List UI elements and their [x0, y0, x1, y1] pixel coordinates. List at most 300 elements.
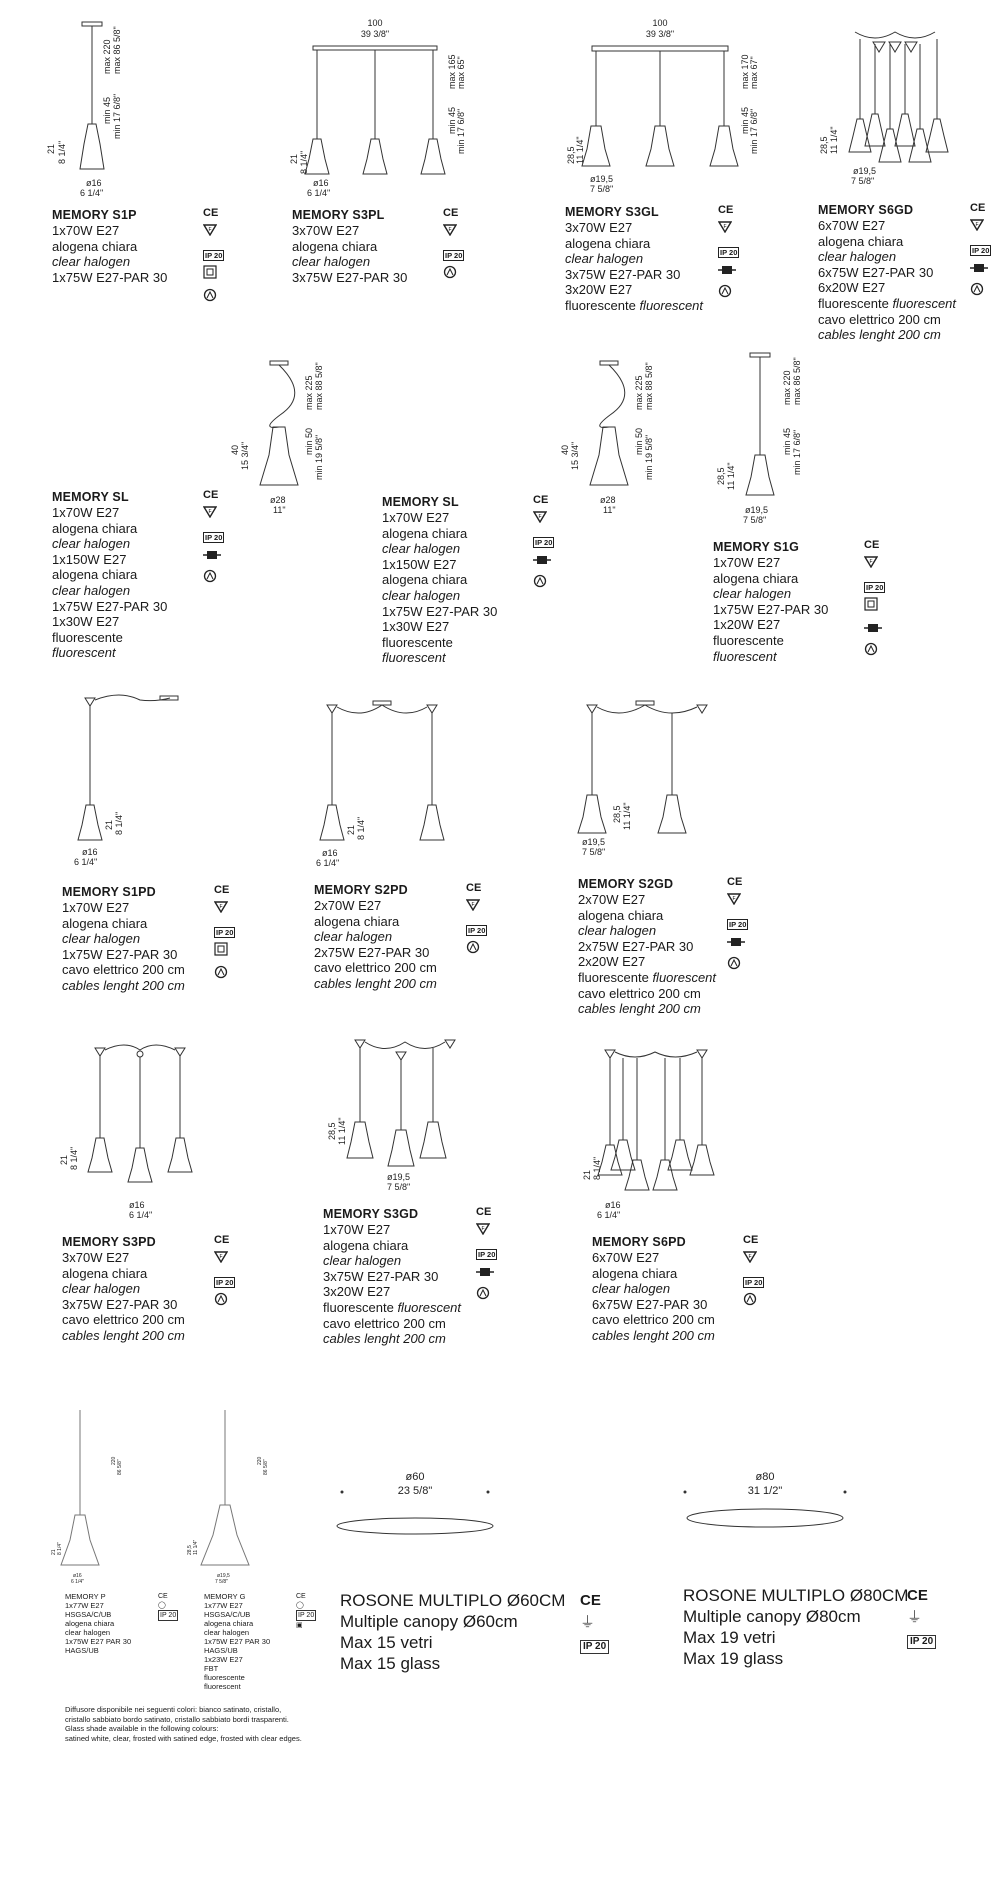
- s2gd-diagram: [570, 695, 730, 870]
- spec-line: 1x75W E27-PAR 30: [52, 269, 168, 285]
- spec-line: alogena chiara: [314, 913, 400, 929]
- dim-h: 21: [582, 1169, 592, 1180]
- plug-icon: [718, 262, 739, 280]
- model-name: MEMORY S3PL: [292, 208, 385, 222]
- spec-line: Multiple canopy Ø80cm: [683, 1607, 861, 1626]
- spec-line: cables lenght 200 cm: [62, 977, 185, 993]
- s3pl-diagram: [285, 14, 465, 204]
- small-g-spec: [204, 1592, 270, 1691]
- spec-line: fluorescente: [382, 634, 453, 650]
- spec-line: cables lenght 200 cm: [323, 1331, 446, 1347]
- spec-line: 1x150W E27: [52, 551, 127, 567]
- small-p-diagram: [45, 1405, 155, 1585]
- s3pd-diagram: [55, 1030, 205, 1220]
- dim-di: 7 5/8": [582, 847, 606, 857]
- spec-line: 3x70W E27: [62, 1250, 130, 1265]
- spec-line: 1x70W E27: [323, 1222, 391, 1237]
- dim-d: ø19,5: [590, 174, 614, 184]
- spec-line: FBT: [204, 1664, 219, 1673]
- spec-line: HSGSA/C/UB: [65, 1610, 112, 1619]
- model-name: MEMORY S1PD: [62, 885, 156, 899]
- dim-len: 220: [257, 1456, 263, 1465]
- spec-line: 1x30W E27: [52, 614, 120, 630]
- f-mark-icon: [864, 555, 885, 573]
- spec-line: 3x70W E27: [292, 223, 360, 238]
- spec-line: cables lenght 200 cm: [62, 1327, 185, 1343]
- spec-line: Max 15 vetri: [340, 1633, 433, 1652]
- s2pd-diagram: [310, 695, 470, 870]
- dim-d: ø19,5: [217, 1573, 230, 1579]
- safety-icon: [533, 574, 554, 593]
- model-name: MEMORY SL: [382, 495, 459, 509]
- spec-line: 3x75W E27-PAR 30: [323, 1268, 439, 1284]
- plug-icon: [727, 934, 748, 952]
- dim-di: 23 5/8": [397, 1485, 433, 1497]
- ce-mark: CE: [203, 489, 219, 501]
- spec-line: 2x70W E27: [578, 892, 646, 907]
- dim-h: 28,5: [819, 136, 829, 154]
- dim-max: max 225: [304, 375, 314, 410]
- spec-line: 1x70W E27: [713, 555, 781, 570]
- spec-line: cavo elettrico 200 cm: [818, 311, 941, 327]
- spec-line: 1x77W E27: [65, 1601, 104, 1610]
- dim-mini: min 17 6/8": [456, 108, 466, 154]
- dim-hi: 11 1/4": [575, 136, 585, 164]
- dim-len: 220: [111, 1456, 117, 1465]
- dim-maxi: max 67": [749, 56, 759, 89]
- spec-line: alogena chiara: [565, 235, 651, 251]
- spec-line: 1x150W E27: [382, 556, 457, 572]
- dim-h: 21: [104, 819, 114, 830]
- dim-di: 6 1/4": [307, 188, 331, 198]
- small-g-diagram: [185, 1405, 295, 1585]
- ip-mark: IP 20: [745, 1278, 763, 1287]
- dim-di: 6 1/4": [129, 1210, 153, 1220]
- dim-mini: min 17 6/8": [112, 93, 122, 139]
- dim-d: ø16: [73, 1573, 82, 1579]
- model-spec: [592, 1235, 715, 1344]
- dim-di: 6 1/4": [316, 858, 340, 868]
- canopy-80-diagram: [675, 1470, 855, 1570]
- spec-line: alogena chiara: [323, 1237, 409, 1253]
- ce-mark: CE: [907, 1587, 928, 1604]
- spec-line: cavo elettrico 200 cm: [592, 1312, 715, 1328]
- safety-icon: [443, 265, 464, 284]
- certification-icons: [203, 207, 224, 311]
- spec-line: 6x75W E27-PAR 30: [592, 1296, 708, 1312]
- plug-icon: [970, 260, 991, 278]
- spec-line: satined white, clear, frosted with satined edge, frosted with clear edges.: [65, 1733, 302, 1743]
- spec-line: cavo elettrico 200 cm: [62, 1312, 185, 1328]
- model-spec: [62, 1235, 185, 1344]
- svg-text:F: F: [471, 902, 475, 908]
- spec-line: 2x70W E27: [314, 898, 382, 913]
- ip-mark: IP 20: [298, 1612, 315, 1619]
- svg-text:F: F: [869, 559, 873, 565]
- safety-icon: [743, 1292, 764, 1311]
- model-name: MEMORY S1P: [52, 208, 137, 222]
- spec-line: fluorescente fluorescent: [818, 295, 957, 311]
- spec-line: MEMORY G: [204, 1592, 246, 1601]
- model-spec: [713, 540, 828, 664]
- spec-line: 1x75W E27-PAR 30: [52, 598, 168, 614]
- spec-line: 1x70W E27: [52, 505, 120, 520]
- dim-h: 28,5: [187, 1545, 193, 1555]
- f-mark-icon: [533, 510, 554, 528]
- svg-text:F: F: [975, 222, 979, 228]
- dim-di: 7 5/8": [743, 515, 767, 525]
- dim-d: ø16: [322, 848, 338, 858]
- dim-hi: 11 1/4": [726, 462, 736, 490]
- dim-d: ø60: [405, 1471, 425, 1483]
- dim-max: max 220: [102, 39, 112, 74]
- model-spec: [323, 1207, 461, 1347]
- dim-w: 100: [652, 18, 668, 28]
- f-mark-icon: [970, 218, 991, 236]
- dim-hi: 8 1/4": [299, 150, 309, 174]
- dim-mini: min 19 5/8": [314, 434, 324, 480]
- spec-line: HAGS/UB: [204, 1646, 238, 1655]
- spec-line: 1x75W E27 PAR 30: [204, 1637, 271, 1646]
- sl-middle-diagram: [550, 355, 670, 525]
- spec-line: 3x70W E27: [565, 220, 633, 235]
- ce-mark: CE: [727, 876, 743, 888]
- spec-line: Max 19 vetri: [683, 1628, 776, 1647]
- ip-mark: IP 20: [729, 920, 747, 929]
- safety-icon: [727, 956, 748, 975]
- dim-di: 11": [273, 505, 286, 515]
- spec-line: cristallo sabbiato bordo satinato, cristallo sabbiato bordi trasparenti.: [65, 1714, 289, 1724]
- double-insulation-icon: [203, 265, 224, 284]
- svg-text:F: F: [219, 1254, 223, 1260]
- spec-line: alogena chiara: [52, 520, 138, 536]
- ground-icon: ⏚: [907, 1609, 923, 1626]
- dim-h: 21: [51, 1549, 57, 1555]
- spec-line: alogena chiara: [592, 1265, 678, 1281]
- dim-wi: 39 3/8": [360, 29, 390, 39]
- dim-min: min 45: [447, 106, 457, 134]
- spec-line: Diffusore disponibile nei seguenti colori: bianco satinato, cristallo,: [65, 1705, 282, 1714]
- dim-max: max 165: [447, 54, 457, 89]
- model-spec: [565, 205, 703, 314]
- model-name: MEMORY S3GL: [565, 205, 659, 219]
- small-p-spec: [65, 1592, 131, 1655]
- dim-min: min 45: [740, 106, 750, 134]
- ce-mark: CE: [466, 882, 482, 894]
- dim-di: 6 1/4": [71, 1579, 84, 1585]
- canopy-60-icons: [580, 1590, 609, 1656]
- dim-d: ø19,5: [853, 166, 877, 176]
- glass-note: [65, 1705, 302, 1743]
- f-mark-icon: [476, 1222, 497, 1240]
- spec-line: fluorescente fluorescent: [323, 1299, 462, 1315]
- spec-line: clear halogen: [292, 254, 371, 270]
- model-spec: [292, 208, 407, 285]
- spec-line: cables lenght 200 cm: [592, 1327, 715, 1343]
- f-mark-icon: [443, 223, 464, 241]
- dim-h: 28,5: [327, 1122, 337, 1140]
- canopy-80-spec: [683, 1585, 908, 1669]
- spec-line: ROSONE MULTIPLO Ø80CM: [683, 1586, 909, 1605]
- ce-mark: CE: [158, 1593, 168, 1600]
- dim-di: 7 5/8": [851, 176, 875, 186]
- svg-text:F: F: [723, 224, 727, 230]
- dim-hi: 8 1/4": [114, 811, 124, 835]
- dim-mini: min 17 6/8": [792, 429, 802, 475]
- dim-hi: 15 3/4": [570, 441, 580, 470]
- spec-line: cables lenght 200 cm: [578, 1001, 701, 1017]
- f-mark-icon: [203, 505, 224, 523]
- spec-line: alogena chiara: [382, 525, 468, 541]
- dim-min: min 45: [102, 96, 112, 124]
- dim-h: 21: [289, 153, 299, 164]
- safety-icon: [476, 1286, 497, 1305]
- ip-mark: IP 20: [216, 1278, 234, 1287]
- spec-line: fluorescente: [52, 629, 123, 645]
- ip-mark: IP 20: [580, 1640, 609, 1654]
- spec-line: Multiple canopy Ø60cm: [340, 1612, 518, 1631]
- ip-mark: IP 20: [205, 533, 223, 542]
- spec-line: 1x75W E27-PAR 30: [382, 603, 498, 619]
- certification-icons: [476, 1206, 497, 1309]
- dim-di: 7 5/8": [215, 1579, 228, 1585]
- ce-mark: CE: [476, 1206, 492, 1218]
- spec-line: alogena chiara: [204, 1619, 254, 1628]
- spec-line: clear halogen: [323, 1253, 402, 1269]
- dim-di: 6 1/4": [597, 1210, 621, 1220]
- spec-line: 1x75W E27-PAR 30: [62, 946, 178, 962]
- spec-line: alogena chiara: [52, 567, 138, 583]
- safety-icon: [214, 965, 235, 984]
- dim-h: 28,5: [612, 805, 622, 823]
- spec-line: 2x75W E27-PAR 30: [314, 944, 430, 960]
- dim-d: ø16: [313, 178, 329, 188]
- certification-icons: [443, 207, 464, 288]
- spec-line: Glass shade available in the following colours:: [65, 1724, 219, 1733]
- dim-max: max 220: [782, 370, 792, 405]
- certification-icons: [214, 1234, 235, 1315]
- dim-w: 100: [367, 18, 383, 28]
- svg-text:F: F: [748, 1254, 752, 1260]
- model-name: MEMORY S2PD: [314, 883, 408, 897]
- spec-line: clear halogen: [382, 541, 461, 557]
- ce-mark: CE: [443, 207, 459, 219]
- dim-h: 28,5: [566, 146, 576, 164]
- spec-line: alogena chiara: [62, 1265, 148, 1281]
- ip-mark: IP 20: [907, 1635, 936, 1649]
- ip-mark: IP 20: [720, 248, 738, 257]
- s6pd-diagram: [582, 1040, 735, 1220]
- dim-max: max 170: [740, 54, 750, 89]
- dim-h: 21: [46, 143, 56, 154]
- spec-line: cables lenght 200 cm: [818, 327, 941, 343]
- spec-line: 3x75W E27-PAR 30: [292, 269, 408, 285]
- safety-icon: [970, 282, 991, 301]
- ip-mark: IP 20: [535, 538, 553, 547]
- model-name: MEMORY S3PD: [62, 1235, 156, 1249]
- spec-line: clear halogen: [204, 1628, 250, 1637]
- s3gd-diagram: [325, 1030, 495, 1210]
- spec-line: 1x23W E27: [204, 1655, 243, 1664]
- dim-hi: 11 1/4": [829, 126, 839, 154]
- spec-line: clear halogen: [62, 1281, 141, 1297]
- s1g-diagram: [710, 345, 820, 535]
- spec-line: clear halogen: [818, 249, 897, 265]
- safety-icon: [203, 569, 224, 588]
- dim-leni: 86 5/8": [117, 1459, 123, 1475]
- spec-line: fluorescent: [204, 1682, 241, 1691]
- dim-d: ø16: [86, 178, 102, 188]
- model-spec: [578, 877, 716, 1017]
- spec-line: fluorescente fluorescent: [565, 297, 704, 313]
- dim-wi: 39 3/8": [645, 29, 675, 39]
- model-spec: [62, 885, 185, 994]
- dim-di: 7 5/8": [387, 1182, 411, 1192]
- spec-line: 6x20W E27: [818, 280, 886, 296]
- ce-mark: CE: [214, 1234, 230, 1246]
- ce-mark: CE: [533, 494, 549, 506]
- spec-line: 2x75W E27-PAR 30: [578, 938, 694, 954]
- ce-mark: CE: [718, 204, 734, 216]
- svg-text:F: F: [732, 896, 736, 902]
- spec-line: clear halogen: [314, 929, 393, 945]
- f-mark-icon: [466, 898, 487, 916]
- spec-line: clear halogen: [52, 582, 131, 598]
- dim-di: 6 1/4": [74, 857, 98, 867]
- model-spec: [52, 490, 167, 661]
- spec-line: 1x77W E27: [204, 1601, 243, 1610]
- spec-line: fluorescent: [52, 645, 116, 661]
- spec-line: clear halogen: [578, 923, 657, 939]
- spec-line: fluorescente fluorescent: [578, 969, 717, 985]
- certification-icons: [214, 884, 235, 988]
- dim-leni: 86 5/8": [263, 1459, 269, 1475]
- spec-line: 6x70W E27: [818, 218, 886, 233]
- s1p-diagram: [40, 14, 150, 204]
- spec-line: fluorescente: [204, 1673, 245, 1682]
- dim-maxi: max 88 5/8": [644, 362, 654, 410]
- model-spec: [818, 203, 956, 343]
- dim-h: 28,5: [716, 467, 726, 485]
- dim-mini: min 17 6/8": [749, 108, 759, 154]
- spec-line: HSGSA/C/UB: [204, 1610, 251, 1619]
- f-mark-icon: [743, 1250, 764, 1268]
- sl-left-diagram: [220, 355, 340, 525]
- dim-h: 40: [230, 444, 240, 455]
- spec-line: cavo elettrico 200 cm: [62, 962, 185, 978]
- small-g-icons: CE ◯ IP 20 ▣: [296, 1593, 315, 1629]
- spec-line: alogena chiara: [578, 907, 664, 923]
- spec-line: 6x75W E27-PAR 30: [818, 264, 934, 280]
- spec-line: clear halogen: [565, 251, 644, 267]
- ip-mark: IP 20: [866, 583, 884, 592]
- dim-h: 21: [346, 824, 356, 835]
- dim-d: ø28: [270, 495, 286, 505]
- spec-line: 1x75W E27-PAR 30: [713, 601, 829, 617]
- spec-line: cavo elettrico 200 cm: [314, 960, 437, 976]
- dim-d: ø16: [605, 1200, 621, 1210]
- safety-icon: [864, 642, 885, 661]
- model-name: MEMORY S2GD: [578, 877, 674, 891]
- s6gd-diagram: [815, 14, 965, 194]
- dim-hi: 15 3/4": [240, 441, 250, 470]
- ce-mark: CE: [970, 202, 986, 214]
- canopy-80-icons: [907, 1585, 936, 1651]
- spec-line: clear halogen: [713, 586, 792, 602]
- svg-text:F: F: [208, 509, 212, 515]
- spec-line: MEMORY P: [65, 1592, 106, 1601]
- dim-min: min 45: [782, 427, 792, 455]
- svg-text:F: F: [448, 227, 452, 233]
- spec-line: alogena chiara: [292, 238, 378, 254]
- svg-text:F: F: [208, 227, 212, 233]
- spec-line: 1x70W E27: [382, 510, 450, 525]
- f-mark-icon: [214, 900, 235, 918]
- svg-text:F: F: [481, 1226, 485, 1232]
- dim-maxi: max 88 5/8": [314, 362, 324, 410]
- spec-line: fluorescent: [382, 650, 446, 666]
- plug-icon: [476, 1264, 497, 1282]
- ground-icon: ⏚: [580, 1614, 596, 1631]
- spec-line: 3x75W E27-PAR 30: [565, 266, 681, 282]
- s3gl-diagram: [560, 14, 760, 204]
- model-name: MEMORY S3GD: [323, 1207, 419, 1221]
- canopy-60-diagram: [330, 1470, 500, 1570]
- spec-line: clear halogen: [52, 254, 131, 270]
- svg-text:F: F: [538, 514, 542, 520]
- model-spec: [382, 495, 497, 666]
- ip-mark: IP 20: [205, 251, 223, 260]
- spec-line: ROSONE MULTIPLO Ø60CM: [340, 1591, 566, 1610]
- spec-line: 1x75W E27 PAR 30: [65, 1637, 132, 1646]
- model-name: MEMORY S6GD: [818, 203, 914, 217]
- dim-mini: min 19 5/8": [644, 434, 654, 480]
- safety-icon: [203, 288, 224, 307]
- spec-line: 6x70W E27: [592, 1250, 660, 1265]
- double-insulation-icon: [214, 942, 235, 961]
- ip-mark: IP 20: [445, 251, 463, 260]
- spec-line: 1x70W E27: [52, 223, 120, 238]
- spec-line: Max 19 glass: [683, 1649, 784, 1668]
- dim-d: ø19,5: [745, 505, 769, 515]
- dim-di: 6 1/4": [80, 188, 104, 198]
- f-mark-icon: [214, 1250, 235, 1268]
- certification-icons: [743, 1234, 764, 1315]
- ip-mark: IP 20: [478, 1250, 496, 1259]
- dim-d: ø19,5: [582, 837, 606, 847]
- ce-mark: CE: [203, 207, 219, 219]
- ip-mark: IP 20: [216, 928, 234, 937]
- spec-line: alogena chiara: [713, 570, 799, 586]
- plug-icon: [533, 552, 554, 570]
- ip-mark: IP 20: [972, 246, 990, 255]
- certification-icons: [970, 202, 991, 305]
- dim-hi: 8 1/4": [356, 816, 366, 840]
- double-insulation-icon: [864, 597, 885, 616]
- canopy-60-spec: [340, 1590, 565, 1674]
- spec-line: alogena chiara: [65, 1619, 115, 1628]
- spec-line: cavo elettrico 200 cm: [578, 985, 701, 1001]
- spec-line: 1x30W E27: [382, 619, 450, 635]
- dim-min: min 50: [634, 427, 644, 455]
- dim-d: ø16: [129, 1200, 145, 1210]
- model-name: MEMORY S6PD: [592, 1235, 686, 1249]
- spec-line: alogena chiara: [382, 572, 468, 588]
- spec-line: alogena chiara: [52, 238, 138, 254]
- dim-d: ø80: [755, 1471, 775, 1483]
- spec-line: clear halogen: [52, 536, 131, 552]
- model-name: MEMORY SL: [52, 490, 129, 504]
